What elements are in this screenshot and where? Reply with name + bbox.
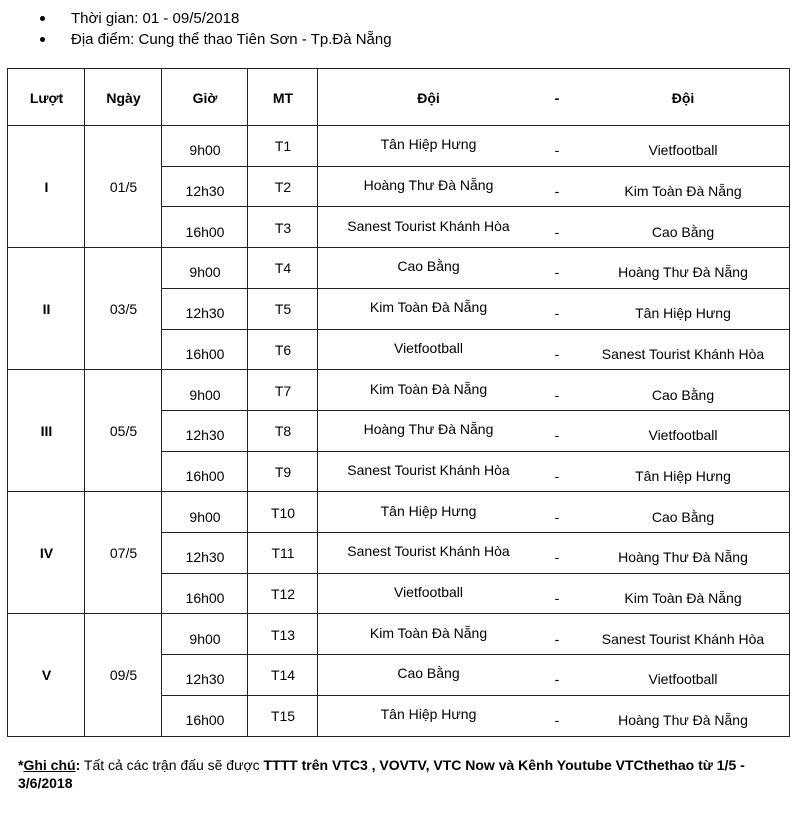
- team-away: Cao Bằng: [651, 386, 715, 403]
- match-time: 9h00: [189, 630, 221, 647]
- team-away: Kim Toàn Đà Nẵng: [624, 183, 742, 200]
- team-away: Sanest Tourist Khánh Hòa: [601, 630, 765, 647]
- match-time: 12h30: [185, 427, 225, 444]
- match-time: 12h30: [185, 549, 225, 566]
- schedule-table: [7, 68, 790, 737]
- match-time: 16h00: [185, 712, 225, 729]
- footnote-label: Ghi chú: [23, 757, 76, 773]
- match-time: 9h00: [189, 508, 221, 525]
- match-time: 16h00: [185, 590, 225, 607]
- team-separator: -: [554, 508, 560, 525]
- round-number: III: [40, 423, 53, 440]
- team-separator: -: [554, 305, 560, 322]
- round-number: I: [44, 179, 49, 196]
- event-time: [40, 8, 392, 29]
- footnote: [18, 756, 788, 792]
- team-away: Hoàng Thư Đà Nẵng: [618, 264, 748, 281]
- team-home: Hoàng Thư Đà Nẵng: [363, 177, 494, 194]
- team-separator: -: [554, 386, 560, 403]
- event-info: [40, 8, 392, 50]
- match-id: T2: [274, 179, 292, 196]
- team-home: Sanest Tourist Khánh Hòa: [347, 217, 510, 234]
- team-separator: -: [554, 630, 560, 647]
- team-away: Cao Bằng: [651, 223, 715, 240]
- match-time: 12h30: [185, 305, 225, 322]
- team-home: Cao Bằng: [397, 665, 460, 682]
- match-id: T15: [270, 708, 296, 725]
- team-away: Tân Hiệp Hưng: [635, 305, 731, 322]
- team-home: Vietfootball: [393, 339, 463, 356]
- team-separator: -: [554, 142, 560, 159]
- round-date: 03/5: [109, 301, 138, 318]
- match-id: T9: [274, 463, 292, 480]
- team-away: Vietfootball: [648, 142, 718, 159]
- team-away: Hoàng Thư Đà Nẵng: [618, 712, 748, 729]
- team-home: Kim Toàn Đà Nẵng: [369, 624, 488, 641]
- header-match-id: MT: [272, 89, 294, 106]
- footnote-broadcast: TTTT trên VTC3 , VOVTV, VTC Now và Kênh Youtube VTCthethao từ 1/5 - 3/6/2018: [18, 757, 745, 791]
- team-separator: -: [554, 345, 560, 362]
- match-id: T8: [274, 423, 292, 440]
- match-id: T4: [274, 260, 292, 277]
- match-id: T12: [270, 586, 296, 603]
- footnote-prefix: *: [18, 757, 24, 773]
- round-date: 01/5: [109, 179, 138, 196]
- team-home: Vietfootball: [393, 584, 463, 601]
- team-separator: -: [554, 264, 560, 281]
- header-time: Giờ: [192, 89, 218, 106]
- team-home: Sanest Tourist Khánh Hòa: [347, 543, 510, 560]
- match-time: 12h30: [185, 183, 225, 200]
- team-away: Tân Hiệp Hưng: [635, 467, 731, 484]
- match-id: T7: [274, 382, 292, 399]
- round-number: V: [41, 667, 52, 684]
- header-team-home: Đội: [417, 89, 440, 106]
- match-time: 16h00: [185, 345, 225, 362]
- team-separator: -: [554, 549, 560, 566]
- round-date: 09/5: [109, 667, 138, 684]
- team-home: Tân Hiệp Hưng: [380, 136, 477, 153]
- team-separator: -: [554, 467, 560, 484]
- match-time: 9h00: [189, 386, 221, 403]
- team-home: Tân Hiệp Hưng: [380, 706, 477, 723]
- header-team-away: Đội: [671, 89, 695, 106]
- match-time: 9h00: [189, 264, 221, 281]
- match-id: T5: [274, 301, 292, 318]
- header-separator: -: [554, 89, 560, 106]
- team-separator: -: [554, 427, 560, 444]
- match-id: T14: [270, 667, 296, 684]
- match-time: 9h00: [189, 142, 221, 159]
- team-away: Hoàng Thư Đà Nẵng: [618, 549, 748, 566]
- bullet-icon: [40, 16, 45, 21]
- match-time: 16h00: [185, 223, 225, 240]
- team-away: Vietfootball: [648, 427, 718, 444]
- round-date: 07/5: [109, 545, 138, 562]
- team-home: Kim Toàn Đà Nẵng: [369, 299, 488, 316]
- team-away: Kim Toàn Đà Nẵng: [624, 590, 742, 607]
- match-time: 16h00: [185, 467, 225, 484]
- match-id: T13: [270, 626, 296, 643]
- match-id: T6: [274, 341, 292, 358]
- team-away: Sanest Tourist Khánh Hòa: [601, 345, 765, 362]
- round-date: 05/5: [109, 423, 138, 440]
- header-date: Ngày: [106, 89, 141, 106]
- event-time-text: Thời gian: 01 - 09/5/2018: [71, 10, 240, 27]
- team-separator: -: [554, 183, 560, 200]
- team-home: Hoàng Thư Đà Nẵng: [363, 421, 494, 438]
- team-separator: -: [554, 590, 560, 607]
- team-separator: -: [554, 712, 560, 729]
- match-time: 12h30: [185, 671, 225, 688]
- team-away: Vietfootball: [648, 671, 718, 688]
- match-id: T10: [270, 504, 296, 521]
- team-home: Sanest Tourist Khánh Hòa: [347, 461, 510, 478]
- event-venue-text: Địa điểm: Cung thể thao Tiên Sơn - Tp.Đà Nẵng: [71, 31, 392, 48]
- footnote-text: Tất cả các trận đấu sẽ được: [80, 757, 264, 773]
- bullet-icon: [40, 37, 45, 42]
- team-away: Cao Bằng: [651, 508, 715, 525]
- team-separator: -: [554, 671, 560, 688]
- round-number: II: [42, 301, 51, 318]
- match-id: T11: [271, 545, 295, 562]
- team-home: Kim Toàn Đà Nẵng: [369, 380, 488, 397]
- event-venue: [40, 29, 392, 50]
- header-round: Lượt: [29, 89, 64, 106]
- team-home: Cao Bằng: [397, 258, 460, 275]
- team-home: Tân Hiệp Hưng: [380, 502, 477, 519]
- match-id: T3: [274, 219, 292, 236]
- team-separator: -: [554, 223, 560, 240]
- match-id: T1: [274, 138, 292, 155]
- round-number: IV: [39, 545, 54, 562]
- footnote-colon: :: [75, 757, 81, 773]
